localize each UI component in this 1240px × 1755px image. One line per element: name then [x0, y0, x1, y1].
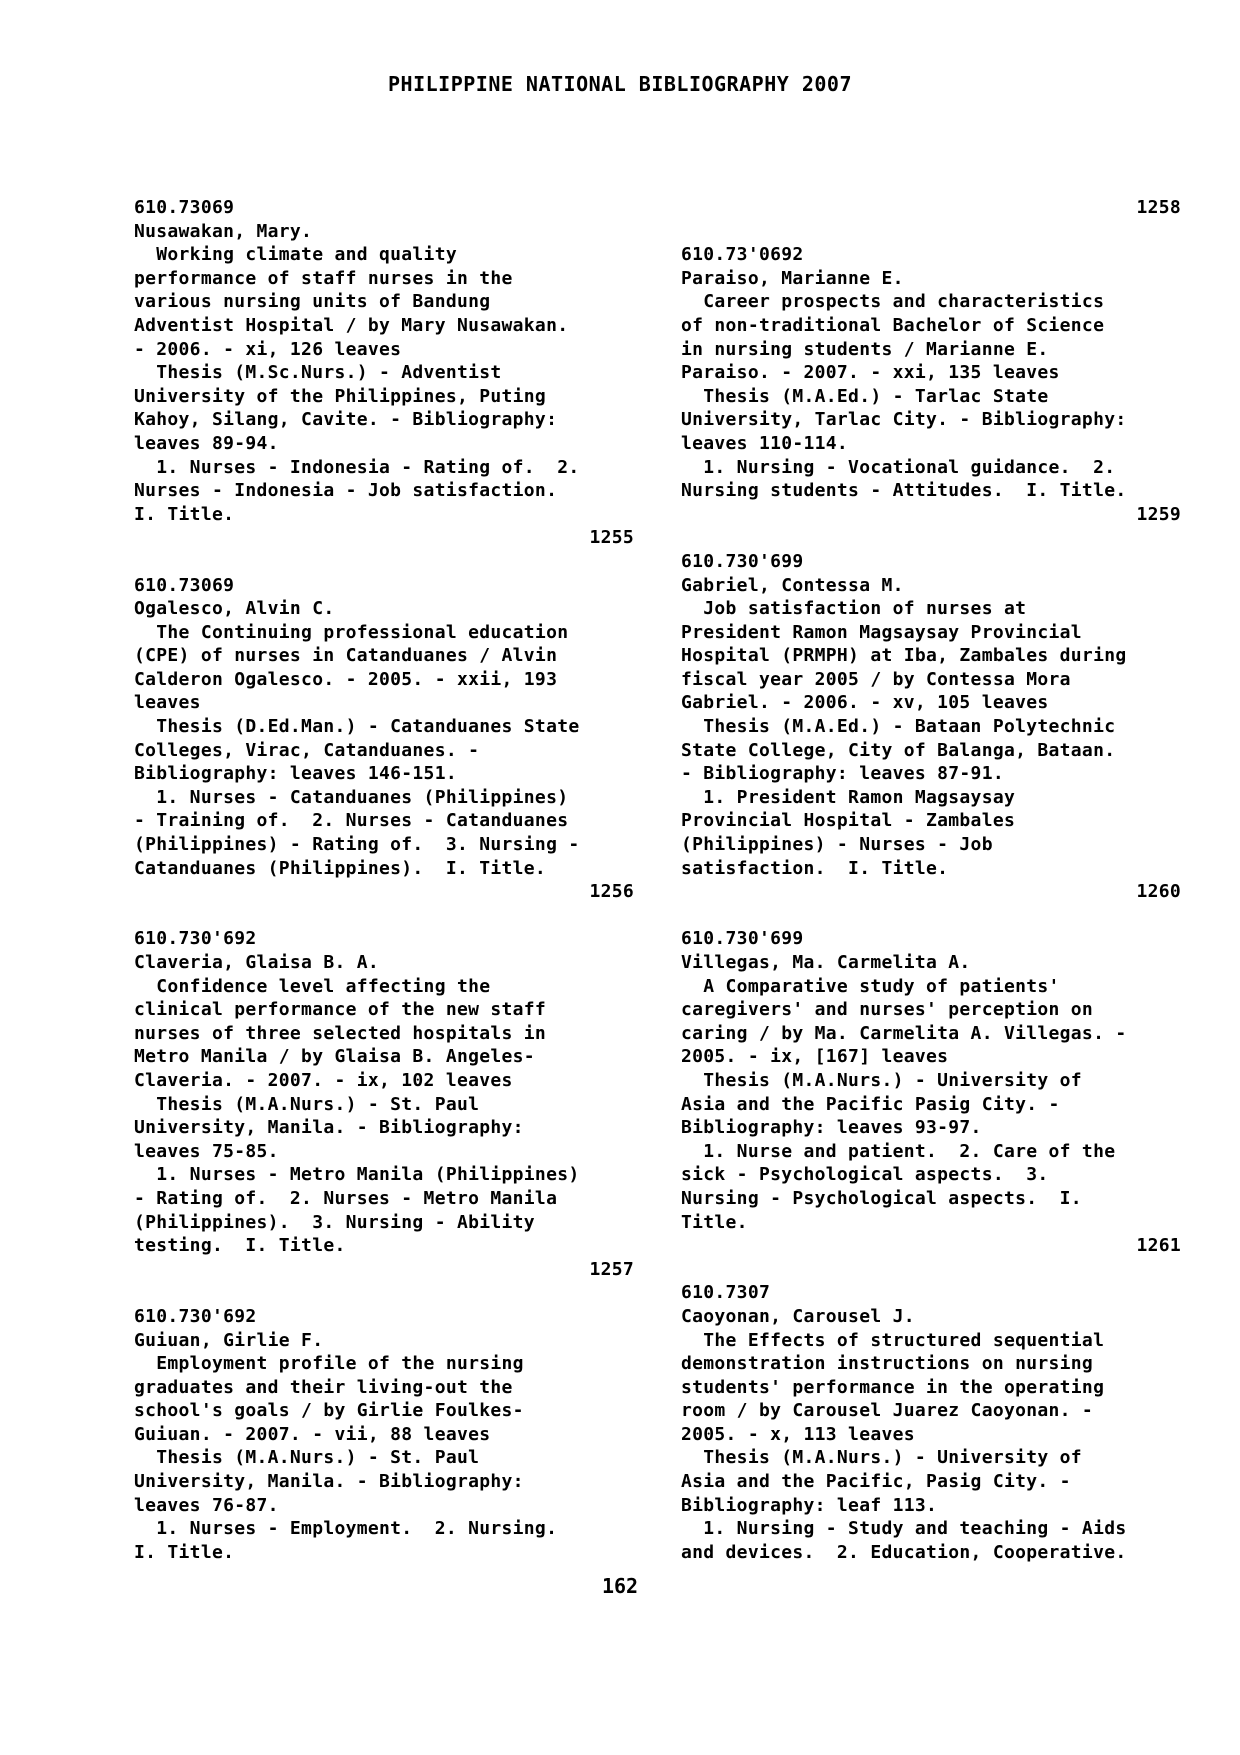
entry-text-line: A Comparative study of patients'	[681, 975, 1060, 997]
entry-text-line: (Philippines). 3. Nursing - Ability	[134, 1211, 535, 1233]
page-number: 162	[601, 1574, 639, 1598]
entry-text-line: Thesis (M.A.Nurs.) - University of	[681, 1447, 1082, 1469]
entry-author: Nusawakan, Mary.	[134, 220, 313, 242]
entry-text-line: leaves 75-85.	[134, 1140, 279, 1162]
entry-author: Guiuan, Girlie F.	[134, 1329, 324, 1351]
entry-text-line: 1. President Ramon Magsaysay	[681, 786, 1016, 808]
entry-text-line: 2005. - ix, [167] leaves	[681, 1046, 949, 1068]
entry-text-line: Provincial Hospital - Zambales	[681, 810, 1016, 832]
entry-text-line: Adventist Hospital / by Mary Nusawakan.	[134, 314, 569, 336]
entry-text-line: University, Tarlac City. - Bibliography:	[681, 409, 1127, 431]
entry-text-line: testing. I. Title.	[134, 1235, 346, 1257]
entry-text-line: Gabriel. - 2006. - xv, 105 leaves	[681, 692, 1049, 714]
entry-number: 1256	[589, 881, 634, 903]
entry-text-line: Asia and the Pacific Pasig City. -	[681, 1093, 1060, 1115]
entry-text-line: Hospital (PRMPH) at Iba, Zambales during	[681, 645, 1127, 667]
entry-text-line: Job satisfaction of nurses at	[681, 598, 1027, 620]
entry-text-line: Guiuan. - 2007. - vii, 88 leaves	[134, 1423, 491, 1445]
entry-number: 1257	[589, 1258, 634, 1280]
entry-author: Gabriel, Contessa M.	[681, 574, 904, 596]
entry-text-line: Calderon Ogalesco. - 2005. - xxii, 193	[134, 668, 558, 690]
entry-author: Villegas, Ma. Carmelita A.	[681, 952, 971, 973]
entry-text-line: - Rating of. 2. Nurses - Metro Manila	[134, 1187, 558, 1209]
blank-line	[681, 904, 1181, 928]
entry-text-line: 1. Nurses - Indonesia - Rating of. 2.	[134, 456, 580, 478]
entry-text-line: University, Manila. - Bibliography:	[134, 1117, 524, 1139]
entry-text-line: Thesis (M.A.Ed.) - Bataan Polytechnic	[681, 716, 1116, 738]
entry-text-line: 1. Nurses - Catanduanes (Philippines)	[134, 786, 569, 808]
entry-number: 1258	[1136, 197, 1181, 218]
entry-number: 1260	[1136, 881, 1181, 903]
entry-number: 1259	[1136, 503, 1181, 525]
entry-text-line: (Philippines) - Nurses - Job	[681, 834, 993, 856]
classification-number: 610.73'0692	[681, 244, 804, 266]
entry-text-line: satisfaction. I. Title.	[681, 857, 949, 879]
entry-text-line: I. Title.	[134, 1541, 235, 1563]
entry-text-line: Colleges, Virac, Catanduanes. -	[134, 739, 480, 761]
entry-text-line: performance of staff nurses in the	[134, 267, 513, 289]
entry-text-line: Bibliography: leaves 146-151.	[134, 763, 457, 785]
entry-text-line: Catanduanes (Philippines). I. Title.	[134, 857, 547, 879]
entry-text-line: The Continuing professional education	[134, 621, 569, 643]
entry-text-line: Thesis (M.A.Nurs.) - St. Paul	[134, 1447, 480, 1469]
entry-text-line: sick - Psychological aspects. 3.	[681, 1164, 1049, 1186]
blank-line	[134, 1281, 634, 1305]
entry-text-line: - 2006. - xi, 126 leaves	[134, 338, 402, 360]
entry-text-line: caring / by Ma. Carmelita A. Villegas. -	[681, 1022, 1127, 1044]
entry-number: 1255	[589, 527, 634, 549]
entry-text-line: various nursing units of Bandung	[134, 291, 491, 313]
entry-text-line: (Philippines) - Rating of. 3. Nursing -	[134, 834, 580, 856]
page-header: PHILIPPINE NATIONAL BIBLIOGRAPHY 2007	[387, 72, 853, 96]
entry-text-line: Bibliography: leaf 113.	[681, 1494, 938, 1516]
entry-text-line: State College, City of Balanga, Bataan.	[681, 739, 1116, 761]
entry-text-line: Metro Manila / by Glaisa B. Angeles-	[134, 1046, 535, 1068]
entry-text-line: Thesis (M.A.Nurs.) - St. Paul	[134, 1093, 480, 1115]
entry-text-line: leaves 110-114.	[681, 432, 849, 454]
entry-text-line: 2005. - x, 113 leaves	[681, 1423, 915, 1445]
classification-number: 610.730'699	[681, 550, 804, 572]
right-column	[681, 196, 1181, 1564]
entry-text-line: Confidence level affecting the	[134, 975, 491, 997]
entry-text-line: Thesis (D.Ed.Man.) - Catanduanes State	[134, 716, 580, 738]
entry-text-line: Paraiso. - 2007. - xxi, 135 leaves	[681, 362, 1060, 384]
entry-text-line: and devices. 2. Education, Cooperative.	[681, 1541, 1127, 1563]
blank-line	[681, 1258, 1181, 1282]
entry-text-line: students' performance in the operating	[681, 1376, 1105, 1398]
entry-text-line: fiscal year 2005 / by Contessa Mora	[681, 668, 1071, 690]
entry-text-line: clinical performance of the new staff	[134, 999, 547, 1021]
entry-text-line: Thesis (M.A.Ed.) - Tarlac State	[681, 385, 1049, 407]
classification-number: 610.73069	[134, 197, 235, 218]
entry-number: 1261	[1136, 1235, 1181, 1257]
entry-text-line: Thesis (M.Sc.Nurs.) - Adventist	[134, 362, 502, 384]
entry-text-line: Working climate and quality	[134, 244, 457, 266]
entry-text-line: Kahoy, Silang, Cavite. - Bibliography:	[134, 409, 558, 431]
classification-number: 610.730'692	[134, 1305, 257, 1327]
entry-text-line: leaves	[134, 692, 201, 714]
entry-text-line: school's goals / by Girlie Foulkes-	[134, 1400, 524, 1422]
entry-text-line: Nursing - Psychological aspects. I.	[681, 1187, 1082, 1209]
entry-text-line: graduates and their living-out the	[134, 1376, 513, 1398]
entry-text-line: 1. Nurses - Metro Manila (Philippines)	[134, 1164, 580, 1186]
entry-text-line: 1. Nurses - Employment. 2. Nursing.	[134, 1518, 558, 1540]
entry-text-line: I. Title.	[134, 503, 235, 525]
entry-author: Ogalesco, Alvin C.	[134, 598, 335, 620]
entry-text-line: - Bibliography: leaves 87-91.	[681, 763, 1004, 785]
entry-author: Claveria, Glaisa B. A.	[134, 952, 380, 973]
entry-text-line: Thesis (M.A.Nurs.) - University of	[681, 1069, 1082, 1091]
entry-text-line: Career prospects and characteristics	[681, 291, 1105, 313]
entry-text-line: 1. Nursing - Study and teaching - Aids	[681, 1518, 1127, 1540]
entry-text-line: caregivers' and nurses' perception on	[681, 999, 1094, 1021]
entry-author: Paraiso, Marianne E.	[681, 267, 904, 289]
classification-number: 610.7307	[681, 1282, 771, 1304]
blank-line	[681, 220, 1181, 244]
entry-text-line: room / by Carousel Juarez Caoyonan. -	[681, 1400, 1094, 1422]
entry-text-line: The Effects of structured sequential	[681, 1329, 1105, 1351]
blank-line	[134, 550, 634, 574]
entry-text-line: 1. Nursing - Vocational guidance. 2.	[681, 456, 1116, 478]
entry-text-line: - Training of. 2. Nurses - Catanduanes	[134, 810, 569, 832]
entry-text-line: University of the Philippines, Puting	[134, 385, 547, 407]
entry-text-line: demonstration instructions on nursing	[681, 1353, 1094, 1375]
classification-number: 610.73069	[134, 574, 235, 596]
entry-text-line: Claveria. - 2007. - ix, 102 leaves	[134, 1069, 513, 1091]
entry-text-line: Asia and the Pacific, Pasig City. -	[681, 1471, 1071, 1493]
entry-text-line: Nursing students - Attitudes. I. Title.	[681, 480, 1127, 502]
entry-text-line: President Ramon Magsaysay Provincial	[681, 621, 1082, 643]
entry-text-line: Title.	[681, 1211, 748, 1233]
entry-text-line: Bibliography: leaves 93-97.	[681, 1117, 982, 1139]
entry-text-line: (CPE) of nurses in Catanduanes / Alvin	[134, 645, 558, 667]
blank-line	[681, 526, 1181, 550]
entry-author: Caoyonan, Carousel J.	[681, 1305, 915, 1327]
entry-text-line: 1. Nurse and patient. 2. Care of the	[681, 1140, 1116, 1162]
blank-line	[134, 904, 634, 928]
left-column	[134, 196, 634, 1564]
entry-text-line: in nursing students / Marianne E.	[681, 338, 1049, 360]
classification-number: 610.730'692	[134, 928, 257, 950]
entry-text-line: leaves 76-87.	[134, 1494, 279, 1516]
entry-text-line: Employment profile of the nursing	[134, 1353, 524, 1375]
classification-number: 610.730'699	[681, 928, 804, 950]
entry-text-line: of non-traditional Bachelor of Science	[681, 314, 1105, 336]
entry-text-line: Nurses - Indonesia - Job satisfaction.	[134, 480, 558, 502]
entry-text-line: leaves 89-94.	[134, 432, 279, 454]
entry-text-line: University, Manila. - Bibliography:	[134, 1471, 524, 1493]
entry-text-line: nurses of three selected hospitals in	[134, 1022, 547, 1044]
